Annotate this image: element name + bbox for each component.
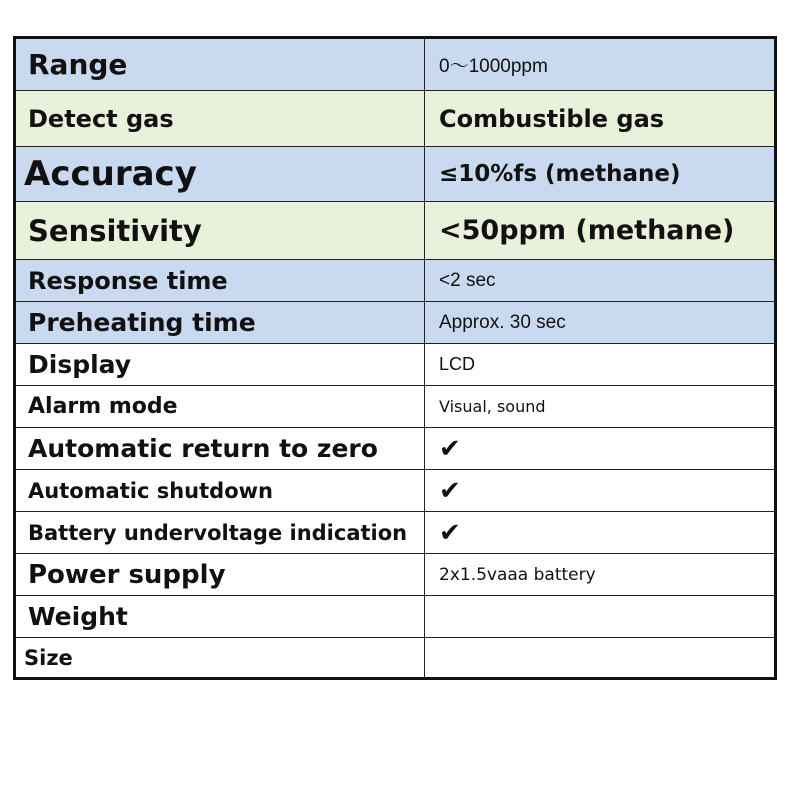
table-row <box>16 302 774 344</box>
spec-value: <2 sec <box>424 260 774 301</box>
table-row <box>16 91 774 147</box>
spec-value: 2x1.5vaaa battery <box>424 554 774 595</box>
spec-table <box>13 36 777 680</box>
spec-value: Approx. 30 sec <box>424 302 774 343</box>
table-row <box>16 638 774 677</box>
table-row <box>16 428 774 470</box>
spec-value: <50ppm (methane) <box>424 202 774 259</box>
spec-label: Alarm mode <box>28 394 178 419</box>
spec-label: Detect gas <box>28 104 174 133</box>
spec-value: 0～1000ppm <box>424 39 774 90</box>
table-row <box>16 39 774 91</box>
table-row <box>16 202 774 260</box>
table-row <box>16 386 774 428</box>
table-row <box>16 344 774 386</box>
spec-value: ≤10%fs (methane) <box>424 147 774 201</box>
check-icon: ✔ <box>424 512 774 553</box>
spec-label: Automatic shutdown <box>28 478 273 503</box>
table-row <box>16 260 774 302</box>
spec-value: Combustible gas <box>424 91 774 146</box>
spec-label: Power supply <box>28 559 226 590</box>
spec-label: Sensitivity <box>28 213 202 248</box>
table-row <box>16 596 774 638</box>
spec-value <box>424 596 774 637</box>
spec-label: Weight <box>28 602 128 631</box>
spec-value: LCD <box>424 344 774 385</box>
table-row <box>16 554 774 596</box>
spec-label: Battery undervoltage indication <box>28 520 408 545</box>
table-row <box>16 470 774 512</box>
check-icon: ✔ <box>424 470 774 511</box>
table-row <box>16 147 774 202</box>
spec-value <box>424 638 774 677</box>
spec-label: Automatic return to zero <box>28 434 378 463</box>
spec-label: Preheating time <box>28 308 256 337</box>
spec-label: Display <box>28 350 132 379</box>
spec-label: Response time <box>28 266 228 295</box>
spec-label: Accuracy <box>24 154 197 194</box>
spec-label: Range <box>28 48 128 81</box>
check-icon: ✔ <box>424 428 774 469</box>
table-row <box>16 512 774 554</box>
spec-value: Visual, sound <box>424 386 774 427</box>
spec-label: Size <box>24 645 73 670</box>
